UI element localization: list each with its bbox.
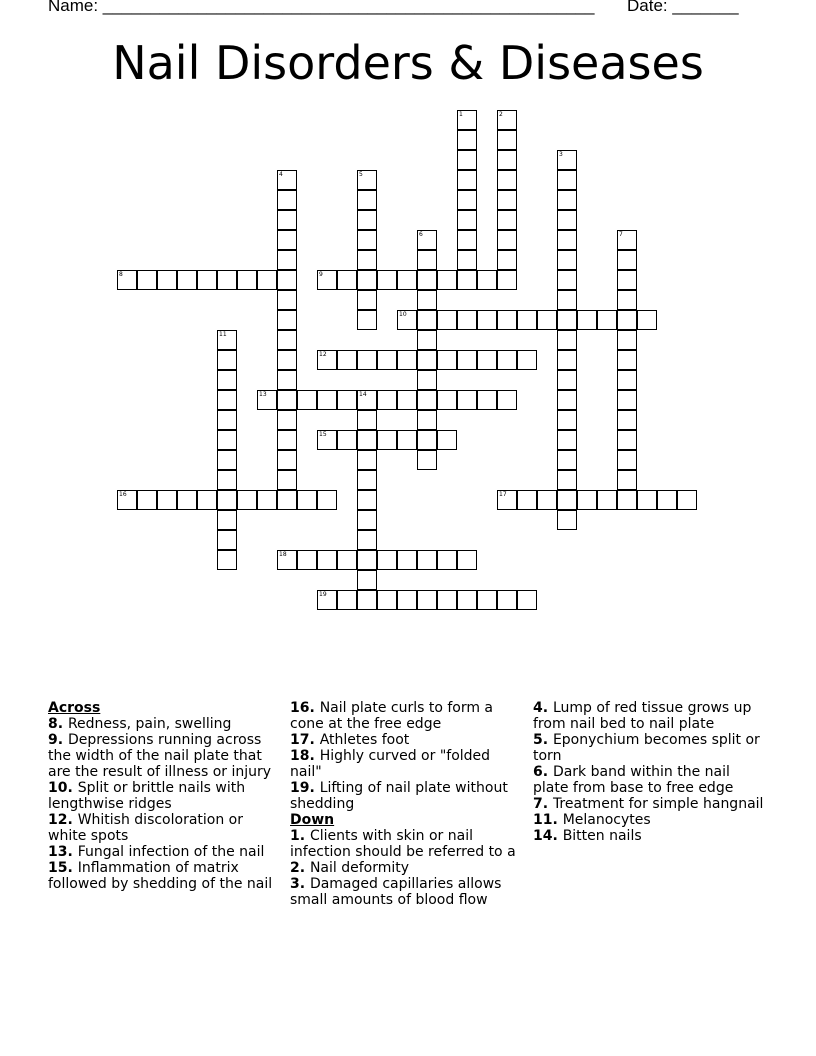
grid-cell[interactable]: [457, 310, 477, 330]
grid-cell[interactable]: [317, 590, 337, 610]
grid-cell[interactable]: [457, 250, 477, 270]
grid-cell[interactable]: [557, 510, 577, 530]
grid-cell[interactable]: [317, 490, 337, 510]
grid-cell[interactable]: [277, 310, 297, 330]
clue-text: Lifting of nail plate without shedding: [290, 780, 508, 812]
clue-item: [48, 860, 280, 892]
clue-item: [48, 812, 280, 844]
grid-cell[interactable]: [557, 230, 577, 250]
grid-cell[interactable]: [357, 430, 377, 450]
grid-cell[interactable]: [577, 310, 597, 330]
date-label: Date:: [627, 0, 673, 15]
clue-number: 2.: [290, 860, 310, 876]
date-line: _______: [672, 0, 739, 15]
grid-cell[interactable]: [337, 590, 357, 610]
grid-cell[interactable]: [417, 230, 437, 250]
grid-cell[interactable]: [457, 130, 477, 150]
clue-item: [290, 732, 522, 748]
clue-item: [290, 860, 522, 876]
grid-cell[interactable]: [537, 490, 557, 510]
cell-number: 7: [619, 231, 623, 238]
grid-cell[interactable]: [417, 430, 437, 450]
grid-cell[interactable]: [497, 190, 517, 210]
grid-cell[interactable]: [557, 250, 577, 270]
clue-text: Athletes foot: [319, 732, 410, 748]
grid-cell[interactable]: [417, 390, 437, 410]
grid-cell[interactable]: [277, 470, 297, 490]
grid-cell[interactable]: [497, 110, 517, 130]
grid-cell[interactable]: [217, 370, 237, 390]
grid-cell[interactable]: [377, 390, 397, 410]
grid-cell[interactable]: [357, 190, 377, 210]
grid-cell[interactable]: [337, 270, 357, 290]
grid-cell[interactable]: [557, 210, 577, 230]
grid-cell[interactable]: [277, 190, 297, 210]
grid-cell[interactable]: [617, 290, 637, 310]
grid-cell[interactable]: [557, 490, 577, 510]
name-label: Name:: [48, 0, 103, 15]
grid-cell[interactable]: [557, 470, 577, 490]
grid-cell[interactable]: [237, 270, 257, 290]
clue-number: 1.: [290, 828, 310, 844]
grid-cell[interactable]: [617, 430, 637, 450]
clue-item: [290, 748, 522, 780]
grid-cell[interactable]: [217, 350, 237, 370]
grid-cell[interactable]: [357, 210, 377, 230]
grid-cell[interactable]: [217, 410, 237, 430]
clue-text: Nail plate curls to form a cone at the free edge: [290, 700, 494, 732]
grid-cell[interactable]: [277, 170, 297, 190]
grid-cell[interactable]: [617, 230, 637, 250]
grid-cell[interactable]: [617, 410, 637, 430]
grid-cell[interactable]: [417, 270, 437, 290]
across-clue-list-continued: [290, 700, 522, 812]
cell-number: 15: [319, 431, 327, 438]
clue-item: [290, 876, 522, 908]
grid-cell[interactable]: [357, 350, 377, 370]
grid-cell[interactable]: [437, 390, 457, 410]
grid-cell[interactable]: [417, 350, 437, 370]
cell-number: 11: [219, 331, 227, 338]
grid-cell[interactable]: [437, 550, 457, 570]
grid-cell[interactable]: [457, 350, 477, 370]
clue-number: 19.: [290, 780, 320, 796]
grid-cell[interactable]: [617, 270, 637, 290]
grid-cell[interactable]: [217, 450, 237, 470]
grid-cell[interactable]: [277, 350, 297, 370]
grid-cell[interactable]: [557, 310, 577, 330]
clues-column-3: [533, 700, 765, 844]
grid-cell[interactable]: [497, 170, 517, 190]
grid-cell[interactable]: [497, 250, 517, 270]
clue-item: [48, 732, 280, 780]
grid-cell[interactable]: [417, 330, 437, 350]
grid-cell[interactable]: [417, 590, 437, 610]
cell-number: 17: [499, 491, 507, 498]
grid-cell[interactable]: [517, 490, 537, 510]
grid-cell[interactable]: [357, 310, 377, 330]
clue-text: Eponychium becomes split or torn: [533, 732, 760, 764]
grid-cell[interactable]: [437, 430, 457, 450]
grid-cell[interactable]: [437, 310, 457, 330]
grid-cell[interactable]: [277, 450, 297, 470]
grid-cell[interactable]: [457, 150, 477, 170]
grid-cell[interactable]: [377, 550, 397, 570]
cell-number: 2: [499, 111, 503, 118]
clue-text: Clients with skin or nail infection should be referred to a: [290, 828, 516, 860]
grid-cell[interactable]: [637, 310, 657, 330]
grid-cell[interactable]: [597, 310, 617, 330]
grid-cell[interactable]: [277, 410, 297, 430]
grid-cell[interactable]: [357, 510, 377, 530]
grid-cell[interactable]: [457, 590, 477, 610]
grid-cell[interactable]: [477, 270, 497, 290]
grid-cell[interactable]: [397, 350, 417, 370]
clue-item: [533, 828, 765, 844]
grid-cell[interactable]: [637, 490, 657, 510]
grid-cell[interactable]: [457, 210, 477, 230]
grid-cell[interactable]: [457, 270, 477, 290]
clue-number: 13.: [48, 844, 78, 860]
clue-item: [48, 780, 280, 812]
grid-cell[interactable]: [417, 370, 437, 390]
grid-cell[interactable]: [557, 190, 577, 210]
grid-cell[interactable]: [417, 550, 437, 570]
clue-number: 17.: [290, 732, 320, 748]
grid-cell[interactable]: [217, 470, 237, 490]
cell-number: 3: [559, 151, 563, 158]
cell-number: 19: [319, 591, 327, 598]
clue-number: 8.: [48, 716, 68, 732]
grid-cell[interactable]: [417, 410, 437, 430]
grid-cell[interactable]: [497, 230, 517, 250]
grid-cell[interactable]: [517, 310, 537, 330]
grid-cell[interactable]: [297, 490, 317, 510]
grid-cell[interactable]: [357, 250, 377, 270]
grid-cell[interactable]: [357, 290, 377, 310]
grid-cell[interactable]: [617, 490, 637, 510]
grid-cell[interactable]: [137, 490, 157, 510]
cell-number: 10: [399, 311, 407, 318]
clues-column-1: [48, 700, 280, 892]
cell-number: 4: [279, 171, 283, 178]
clue-text: Highly curved or "folded nail": [290, 748, 491, 780]
grid-cell[interactable]: [217, 530, 237, 550]
grid-cell[interactable]: [277, 230, 297, 250]
grid-cell[interactable]: [217, 390, 237, 410]
grid-cell[interactable]: [537, 310, 557, 330]
grid-cell[interactable]: [557, 410, 577, 430]
grid-cell[interactable]: [497, 210, 517, 230]
clue-item: [533, 812, 765, 828]
grid-cell[interactable]: [337, 430, 357, 450]
clue-number: 15.: [48, 860, 78, 876]
grid-cell[interactable]: [617, 310, 637, 330]
clue-text: Lump of red tissue grows up from nail bed to nail plate: [533, 700, 752, 732]
grid-cell[interactable]: [497, 270, 517, 290]
grid-cell[interactable]: [417, 310, 437, 330]
cell-number: 13: [259, 391, 267, 398]
grid-cell[interactable]: [517, 350, 537, 370]
grid-cell[interactable]: [217, 510, 237, 530]
grid-cell[interactable]: [397, 430, 417, 450]
grid-cell[interactable]: [457, 170, 477, 190]
grid-cell[interactable]: [377, 590, 397, 610]
grid-cell[interactable]: [237, 490, 257, 510]
grid-cell[interactable]: [177, 490, 197, 510]
clue-text: Whitish discoloration or white spots: [48, 812, 244, 844]
grid-cell[interactable]: [317, 270, 337, 290]
cell-number: 5: [359, 171, 363, 178]
grid-cell[interactable]: [377, 270, 397, 290]
grid-cell[interactable]: [277, 330, 297, 350]
grid-cell[interactable]: [457, 390, 477, 410]
clue-text: Dark band within the nail plate from base to free edge: [533, 764, 734, 796]
clue-item: [290, 828, 522, 860]
cell-number: 9: [319, 271, 323, 278]
grid-cell[interactable]: [197, 270, 217, 290]
grid-cell[interactable]: [497, 150, 517, 170]
cell-number: 6: [419, 231, 423, 238]
grid-cell[interactable]: [257, 390, 277, 410]
grid-cell[interactable]: [497, 350, 517, 370]
grid-cell[interactable]: [557, 390, 577, 410]
grid-cell[interactable]: [477, 350, 497, 370]
clue-text: Melanocytes: [562, 812, 651, 828]
clues-column-2: [290, 700, 522, 908]
grid-cell[interactable]: [357, 450, 377, 470]
grid-cell[interactable]: [217, 490, 237, 510]
grid-cell[interactable]: [357, 570, 377, 590]
name-field: [48, 0, 594, 16]
clue-number: 14.: [533, 828, 563, 844]
grid-cell[interactable]: [137, 270, 157, 290]
grid-cell[interactable]: [277, 210, 297, 230]
grid-cell[interactable]: [277, 290, 297, 310]
grid-cell[interactable]: [117, 490, 137, 510]
grid-cell[interactable]: [597, 490, 617, 510]
grid-cell[interactable]: [497, 590, 517, 610]
cell-number: 8: [119, 271, 123, 278]
grid-cell[interactable]: [397, 550, 417, 570]
clue-text: Depressions running across the width of the nail plate that are the result of illness or injury: [48, 732, 272, 780]
grid-cell[interactable]: [657, 490, 677, 510]
grid-cell[interactable]: [217, 330, 237, 350]
grid-cell[interactable]: [357, 530, 377, 550]
grid-cell[interactable]: [337, 350, 357, 370]
grid-cell[interactable]: [457, 230, 477, 250]
cell-number: 18: [279, 551, 287, 558]
cell-number: 12: [319, 351, 327, 358]
grid-cell[interactable]: [557, 170, 577, 190]
grid-cell[interactable]: [357, 390, 377, 410]
grid-cell[interactable]: [277, 390, 297, 410]
clue-text: Bitten nails: [562, 828, 642, 844]
grid-cell[interactable]: [477, 390, 497, 410]
clue-number: 11.: [533, 812, 563, 828]
down-clue-list-continued: [533, 700, 765, 844]
grid-cell[interactable]: [177, 270, 197, 290]
grid-cell[interactable]: [497, 310, 517, 330]
grid-cell[interactable]: [417, 450, 437, 470]
grid-cell[interactable]: [557, 350, 577, 370]
grid-cell[interactable]: [617, 450, 637, 470]
grid-cell[interactable]: [457, 190, 477, 210]
grid-cell[interactable]: [197, 490, 217, 510]
grid-cell[interactable]: [617, 250, 637, 270]
grid-cell[interactable]: [437, 270, 457, 290]
grid-cell[interactable]: [557, 270, 577, 290]
grid-cell[interactable]: [357, 470, 377, 490]
clue-text: Redness, pain, swelling: [67, 716, 232, 732]
clue-text: Nail deformity: [309, 860, 410, 876]
grid-cell[interactable]: [337, 550, 357, 570]
clue-number: 9.: [48, 732, 68, 748]
clue-number: 4.: [533, 700, 553, 716]
grid-cell[interactable]: [557, 430, 577, 450]
grid-cell[interactable]: [557, 150, 577, 170]
grid-cell[interactable]: [277, 430, 297, 450]
grid-cell[interactable]: [617, 330, 637, 350]
grid-cell[interactable]: [437, 590, 457, 610]
grid-cell[interactable]: [557, 290, 577, 310]
clue-number: 5.: [533, 732, 553, 748]
grid-cell[interactable]: [357, 230, 377, 250]
grid-cell[interactable]: [157, 270, 177, 290]
grid-cell[interactable]: [397, 270, 417, 290]
grid-cell[interactable]: [477, 310, 497, 330]
grid-cell[interactable]: [617, 350, 637, 370]
clue-text: Treatment for simple hangnail: [552, 796, 764, 812]
grid-cell[interactable]: [457, 550, 477, 570]
across-clue-list: [48, 716, 280, 892]
grid-cell[interactable]: [397, 390, 417, 410]
grid-cell[interactable]: [377, 350, 397, 370]
grid-cell[interactable]: [397, 590, 417, 610]
grid-cell[interactable]: [377, 430, 397, 450]
clue-item: [290, 700, 522, 732]
grid-cell[interactable]: [277, 250, 297, 270]
grid-cell[interactable]: [497, 390, 517, 410]
grid-cell[interactable]: [217, 430, 237, 450]
clue-text: Damaged capillaries allows small amounts of blood flow: [290, 876, 502, 908]
grid-cell[interactable]: [437, 350, 457, 370]
grid-cell[interactable]: [357, 590, 377, 610]
clue-item: [290, 780, 522, 812]
page-title: Nail Disorders & Diseases: [112, 36, 704, 90]
grid-cell[interactable]: [257, 490, 277, 510]
clue-text: Fungal infection of the nail: [77, 844, 265, 860]
grid-cell[interactable]: [477, 590, 497, 610]
grid-cell[interactable]: [157, 490, 177, 510]
grid-cell[interactable]: [317, 430, 337, 450]
clue-number: 12.: [48, 812, 78, 828]
down-clue-list: [290, 828, 522, 908]
across-heading: Across: [48, 700, 101, 716]
grid-cell[interactable]: [277, 490, 297, 510]
clue-item: [48, 844, 280, 860]
grid-cell[interactable]: [617, 390, 637, 410]
down-heading: Down: [290, 812, 335, 828]
cell-number: 16: [119, 491, 127, 498]
clue-item: [533, 796, 765, 812]
grid-cell[interactable]: [417, 250, 437, 270]
grid-cell[interactable]: [317, 390, 337, 410]
clue-item: [48, 716, 280, 732]
clue-text: Split or brittle nails with lengthwise ridges: [48, 780, 246, 812]
clue-number: 7.: [533, 796, 553, 812]
grid-cell[interactable]: [297, 390, 317, 410]
grid-cell[interactable]: [357, 170, 377, 190]
cell-number: 14: [359, 391, 367, 398]
grid-cell[interactable]: [457, 110, 477, 130]
grid-cell[interactable]: [557, 450, 577, 470]
clue-number: 10.: [48, 780, 78, 796]
grid-cell[interactable]: [417, 290, 437, 310]
grid-cell[interactable]: [117, 270, 137, 290]
grid-cell[interactable]: [617, 470, 637, 490]
grid-cell[interactable]: [217, 550, 237, 570]
grid-cell[interactable]: [277, 270, 297, 290]
grid-cell[interactable]: [357, 550, 377, 570]
grid-cell[interactable]: [277, 550, 297, 570]
clue-number: 16.: [290, 700, 320, 716]
grid-cell[interactable]: [257, 270, 277, 290]
clue-number: 3.: [290, 876, 310, 892]
grid-cell[interactable]: [357, 410, 377, 430]
grid-cell[interactable]: [317, 550, 337, 570]
grid-cell[interactable]: [617, 370, 637, 390]
grid-cell[interactable]: [497, 490, 517, 510]
grid-cell[interactable]: [397, 310, 417, 330]
clue-item: [533, 764, 765, 796]
clue-number: 6.: [533, 764, 553, 780]
clue-text: Inflammation of matrix followed by shedding of the nail: [48, 860, 273, 892]
grid-cell[interactable]: [497, 130, 517, 150]
grid-cell[interactable]: [277, 370, 297, 390]
grid-cell[interactable]: [357, 270, 377, 290]
cell-number: 1: [459, 111, 463, 118]
grid-cell[interactable]: [577, 490, 597, 510]
grid-cell[interactable]: [357, 490, 377, 510]
grid-cell[interactable]: [217, 270, 237, 290]
date-field: [627, 0, 739, 16]
clue-item: [533, 732, 765, 764]
grid-cell[interactable]: [517, 590, 537, 610]
grid-cell[interactable]: [557, 370, 577, 390]
name-line: ____________________________________________________: [102, 0, 595, 15]
grid-cell[interactable]: [317, 350, 337, 370]
grid-cell[interactable]: [297, 550, 317, 570]
clue-item: [533, 700, 765, 732]
grid-cell[interactable]: [677, 490, 697, 510]
grid-cell[interactable]: [557, 330, 577, 350]
grid-cell[interactable]: [337, 390, 357, 410]
clue-number: 18.: [290, 748, 320, 764]
